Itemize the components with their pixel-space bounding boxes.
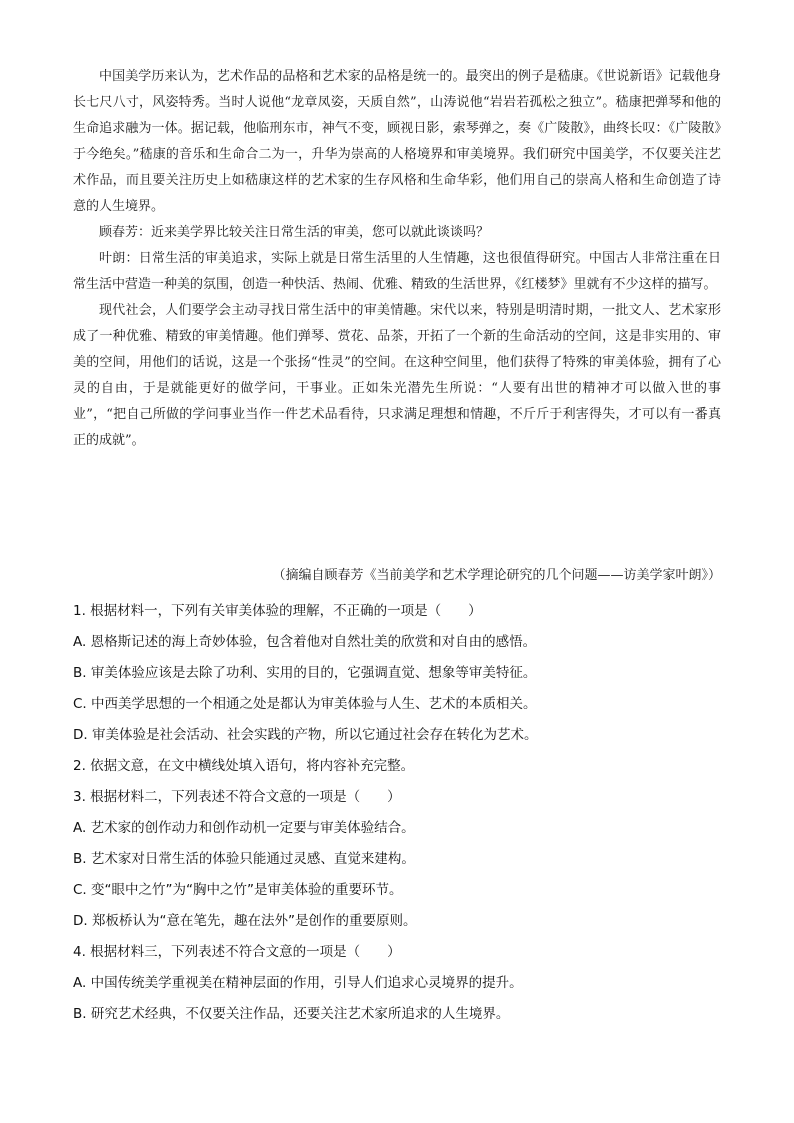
answer-option: A. 恩格斯记述的海上奇妙体验，包含着他对自然壮美的欣赏和对自由的感悟。 [73, 634, 537, 650]
question-stem: 3. 根据材料二，下列表述不符合文意的一项是（ ） [73, 789, 401, 805]
passage-paragraph: 现代社会，人们要学会主动寻找日常生活中的审美情趣。宋代以来，特别是明清时期，一批文人、艺术家形成了一种优雅、精致的审美情趣。他们弹琴、赏花、品茶，开拓了一个新的生命活动的空间，这是非实用的、审美的空间，用他们的话说，这是一个张扬“性灵”的空间。在这种空间里，他们获得了特殊的审美体验，拥有了心灵的自由，于是就能更好的做学问，干事业。正如朱光潜先生所说：“人要有出世的精神才可以做入世的事业”，“把自己所做的学问事业当作一件艺术品看待，只求满足理想和情趣，不斤斤于利害得失，才可以有一番真正的成就”。 [73, 303, 721, 448]
answer-option: B. 艺术家对日常生活的体验只能通过灵感、直觉来建构。 [73, 851, 415, 867]
question-stem: 1. 根据材料一，下列有关审美体验的理解，不正确的一项是（ ） [73, 603, 482, 619]
question-stem: 4. 根据材料三，下列表述不符合文意的一项是（ ） [73, 944, 401, 960]
answer-option: C. 变“眼中之竹”为“胸中之竹”是审美体验的重要环节。 [73, 882, 403, 898]
source-citation: （摘编自顾春芳《当前美学和艺术学理论研究的几个问题——访美学家叶朗》） [272, 568, 721, 583]
answer-option: B. 审美体验应该是去除了功利、实用的目的，它强调直觉、想象等审美特征。 [73, 665, 537, 681]
question-stem: 2. 依据文意，在文中横线处填入语句，将内容补充完整。 [73, 758, 415, 774]
passage-paragraph: 顾春芳：近来美学界比较关注日常生活的审美，您可以就此谈谈吗？ [99, 225, 490, 240]
reading-passage [73, 64, 721, 454]
answer-option: C. 中西美学思想的一个相通之处是都认为审美体验与人生、艺术的本质相关。 [73, 696, 537, 712]
passage-paragraph: 叶朗：日常生活的审美追求，实际上就是日常生活里的人生情趣，这也很值得研究。中国古人非常注重在日常生活中营造一种美的氛围，创造一种快活、热闹、优雅、精致的生活世界，《红楼梦》里就有不少这样的描写。 [73, 251, 721, 292]
answer-option: B. 研究艺术经典，不仅要关注作品，还要关注艺术家所追求的人生境界。 [73, 1006, 510, 1022]
question-list [73, 596, 733, 1030]
answer-option: D. 审美体验是社会活动、社会实践的产物，所以它通过社会存在转化为艺术。 [73, 727, 538, 743]
passage-paragraph: 中国美学历来认为，艺术作品的品格和艺术家的品格是统一的。最突出的例子是嵇康。《世说新语》记载他身长七尺八寸，风姿特秀。当时人说他“龙章凤姿，天质自然”，山涛说他“岩岩若孤松之独立”。嵇康把弹琴和他的生命追求融为一体。据记载，他临刑东市，神气不变，顾视日影，索琴弹之，奏《广陵散》，曲终长叹：《广陵散》于今绝矣。”嵇康的音乐和生命合二为一，升华为崇高的人格境界和审美境界。我们研究中国美学，不仅要关注艺术作品，而且要关注历史上如嵇康这样的艺术家的生存风格和生命华彩，他们用自己的崇高人格和生命创造了诗意的人生境界。 [73, 69, 721, 214]
answer-option: A. 艺术家的创作动力和创作动机一定要与审美体验结合。 [73, 820, 415, 836]
answer-option: A. 中国传统美学重视美在精神层面的作用，引导人们追求心灵境界的提升。 [73, 975, 523, 991]
answer-option: D. 郑板桥认为“意在笔先，趣在法外”是创作的重要原则。 [73, 913, 417, 929]
